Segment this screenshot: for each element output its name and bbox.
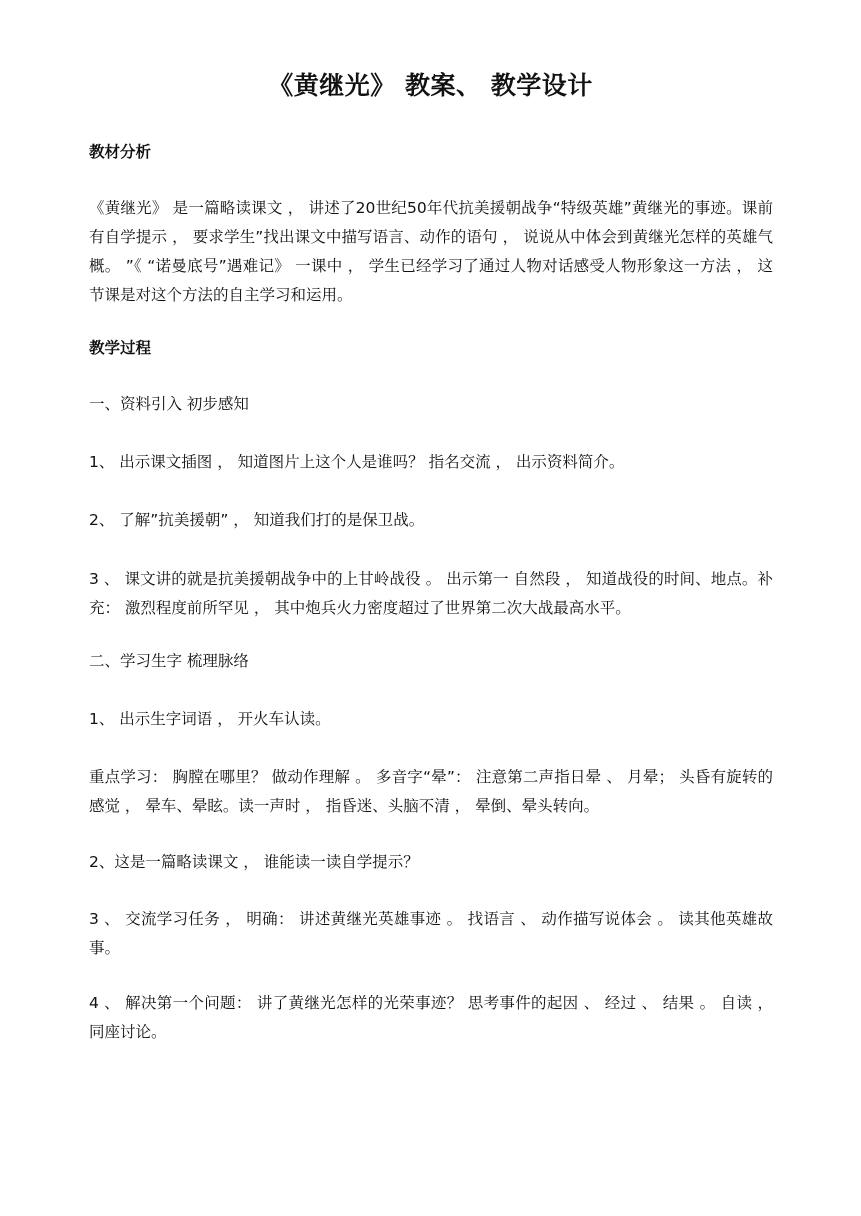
document-title: 《黄继光》 教案、 教学设计	[268, 71, 593, 100]
part-two-item-2: 2、这是一篇略读课文 ， 谁能读一读自学提示？	[89, 853, 419, 871]
section-heading-textbook-analysis: 教材分析	[89, 143, 152, 161]
part-two-item-4: 4 、 解决第一个问题： 讲了黄继光怎样的光荣事迹？ 思考事件的起因 、 经过 、 结果 。 自读 ， 同座讨论。	[89, 994, 773, 1041]
textbook-analysis-paragraph: 《黄继光》 是一篇略读课文 ， 讲述了20世纪50年代抗美援朝战争“特级英雄”黄继光的事迹。课前有自学提示 ， 要求学生”找出课文中描写语言、动作的语句 ， 说说从中体会到黄继光怎样的英雄气概。 ”《 “诺曼底号”遇难记》 一课中 ， 学生已经学习了通过人物对话感受人物形象这一方法 ， 这节课是对这个方法的自主学习和运用。	[89, 199, 773, 304]
part-one-item-1: 1、 出示课文插图 ， 知道图片上这个人是谁吗？ 指名交流 ， 出示资料简介。	[89, 453, 625, 471]
part-two-item-3: 3 、 交流学习任务 ， 明确： 讲述黄继光英雄事迹 。 找语言 、 动作描写说体会 。 读其他英雄故事。	[89, 910, 773, 957]
part-one-item-2: 2、 了解”抗美援朝” ， 知道我们打的是保卫战。	[89, 511, 425, 529]
part-two-key-points: 重点学习： 胸膛在哪里？ 做动作理解 。 多音字“晕”： 注意第二声指日晕 、 月晕； 头昏有旋转的感觉 ， 晕车、晕眩。读一声时 ， 指昏迷、头脑不清 ， 晕倒、晕头转向。	[89, 768, 773, 815]
part-two-item-1: 1、 出示生字词语 ， 开火车认读。	[89, 710, 331, 728]
part-one-heading: 一、资料引入 初步感知	[89, 395, 249, 413]
part-one-item-3: 3 、 课文讲的就是抗美援朝战争中的上甘岭战役 。 出示第一 自然段 ， 知道战役的时间、地点。补充： 激烈程度前所罕见 ， 其中炮兵火力密度超过了世界第二次大战最高水平。	[89, 570, 773, 617]
part-two-heading: 二、学习生字 梳理脉络	[89, 652, 249, 670]
section-heading-teaching-process: 教学过程	[89, 339, 152, 357]
